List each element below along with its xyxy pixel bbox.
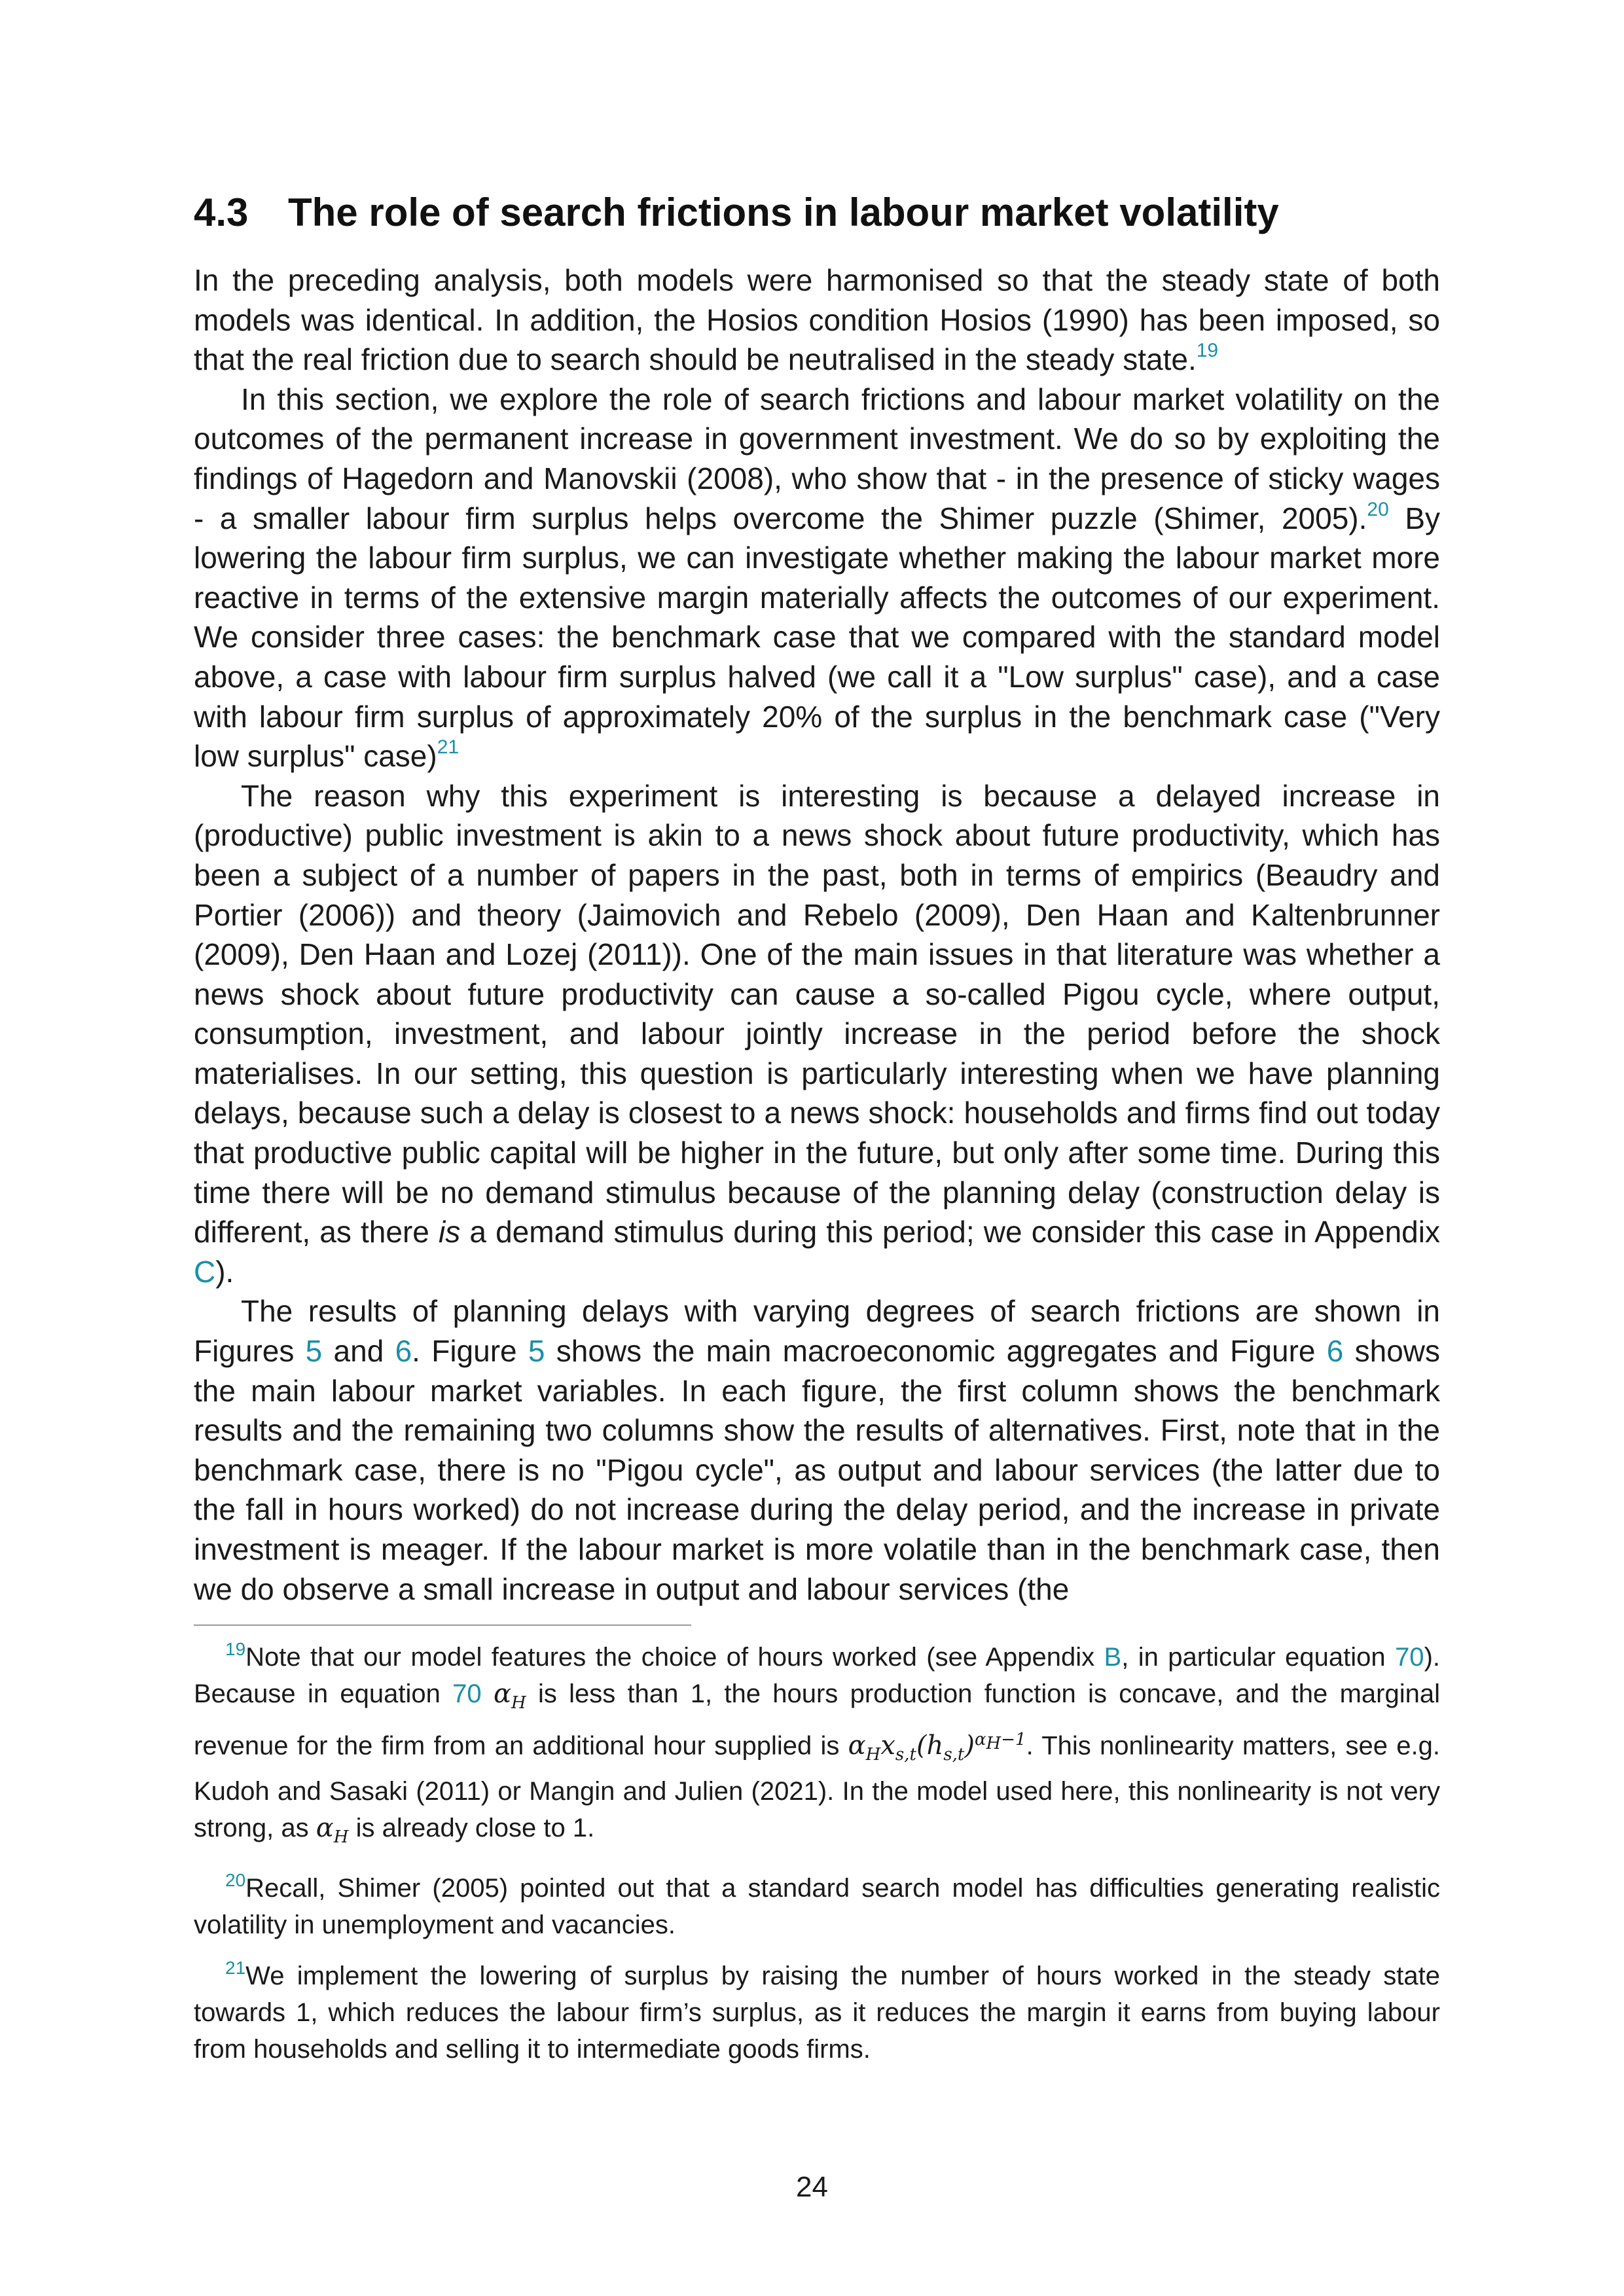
paragraph-4: The results of planning delays with varying degrees of search frictions are shown in Figures 5 and 6. Figure 5 shows the main macroeconomic aggregates and Figure 6 shows the main labour market variables. In each figure, the first column shows the benchmark results and the remaining two columns show the results of alternatives. First, note that in the benchmark case, there is no "Pigou cycle", as output and labour services (the latter due to the fall in hours worked) do not increase during the delay period, and the increase in private investment is meager. If the labour market is more volatile than in the benchmark case, then we do observe a small increase in output and labour services (the	[194, 1294, 1441, 1606]
footnote-ref-21[interactable]: 21	[437, 736, 460, 759]
appendix-c-link[interactable]: C	[194, 1254, 216, 1289]
footnote-mark: 21	[225, 1958, 246, 1979]
paragraph-2: In this section, we explore the role of search frictions and labour market volatility on the outcomes of the permanent increase in government investment. We do so by exploiting the findings of Hagedorn and Manovskii (2008), who show that - in the presence of sticky wages - a smaller labour firm surplus helps overcome the Shimer puzzle (Shimer, 2005).$^{20}$ By lowering the labour firm surplus, we can investigate whether making the labour market more reactive in terms of the extensive margin materially affects the outcomes of our experiment. We consider three cases: the benchmark case that we compared with the standard model above, a case with labour firm surplus halved (we call it a "Low surplus" case), and a case with labour firm surplus of approximately 20% of the surplus in the benchmark case ("Very low surplus" case)$^{21}$	[194, 382, 1440, 774]
paragraph-3: The reason why this experiment is interesting is because a delayed increase in (productive) public investment is akin to a news shock about future productivity, which has been a subject of a number of papers in the past, both in terms of empirics (Beaudry and Portier (2006)) and theory (Jaimovich and Rebelo (2009), Den Haan and Kaltenbrunner (2009), Den Haan and Lozej (2011)). One of the main issues in that literature was whether a news shock about future productivity can cause a so-called Pigou cycle, where output, consumption, investment, and labour jointly increase in the period before the shock materialises. In our setting, this question is particularly interesting when we have planning delays, because such a delay is closest to a news shock: households and firms find out today that productive public capital will be higher in the future, but only after some time. During this time there will be no demand stimulus because of the planning delay (construction delay is different, as there is a demand stimulus during this period; we consider this case in Appendix C).	[194, 778, 1440, 1289]
paragraph-1: In the preceding analysis, both models were harmonised so that the steady state of both models was identical. In addition, the Hosios condition Hosios (1990) has been imposed, so that the real friction due to search should be neutralised in the steady state.$^{19}$	[194, 263, 1440, 377]
equation-70-link[interactable]: 70	[452, 1679, 482, 1708]
footnote-mark: 20	[225, 1870, 246, 1891]
figure-5-link[interactable]: 5	[528, 1334, 545, 1369]
math-alpha-h: $\alpha_H$	[316, 1813, 349, 1848]
figure-6-link[interactable]: 6	[395, 1334, 412, 1369]
emphasis-is: is	[439, 1215, 461, 1249]
section-heading	[194, 188, 1437, 237]
footnotes	[194, 1639, 1440, 2082]
footnote-ref-20[interactable]: 20	[1367, 498, 1389, 520]
footnote-divider	[194, 1624, 691, 1626]
math-alpha-h: $\alpha_H$	[493, 1679, 526, 1713]
footnote-mark: 19	[225, 1639, 246, 1659]
page-number: 24	[796, 2171, 828, 2203]
footnote-ref-19[interactable]: 19	[1196, 340, 1219, 362]
equation-70-link[interactable]: 70	[1395, 1643, 1424, 1672]
math-marginal-revenue: $\alpha_Hx_{s,t}(h_{s,t})^{\alpha_H-1}$	[848, 1730, 1026, 1765]
section-title: The role of search frictions in labour market volatility	[288, 190, 1279, 234]
appendix-b-link[interactable]: B	[1104, 1643, 1122, 1672]
section-number: 4.3	[194, 190, 249, 234]
footnote-20: $^{20}$Recall, Shimer (2005) pointed out that a standard search model has difficulties generating realistic volatility in unemployment and vacancies.	[194, 1870, 1440, 1940]
footnote-19: $^{19}$Note that our model features the choice of hours worked (see Appendix B, in particular equation 70). Because in equation 70 $\alpha_H$ is less than 1, the hours production function is concave, and the marginal revenue for the firm from an additional hour supplied is $\alpha_Hx_{s,t}(h_{s,t})^{\alpha_H-1}$. This nonlinearity matters, see e.g. Kudoh and Sasaki (2011) or Mangin and Julien (2021). In the model used here, this nonlinearity is not very strong, as $\alpha_H$ is already close to 1.	[194, 1639, 1440, 1848]
body-text	[194, 260, 1440, 1609]
footnote-21: $^{21}$We implement the lowering of surplus by raising the number of hours worked in the steady state towards 1, which reduces the labour firm’s surplus, as it reduces the margin it earns from buying labour from households and selling it to intermediate goods firms.	[194, 1958, 1440, 2064]
figure-6-link[interactable]: 6	[1326, 1334, 1344, 1369]
figure-5-link[interactable]: 5	[305, 1334, 323, 1369]
